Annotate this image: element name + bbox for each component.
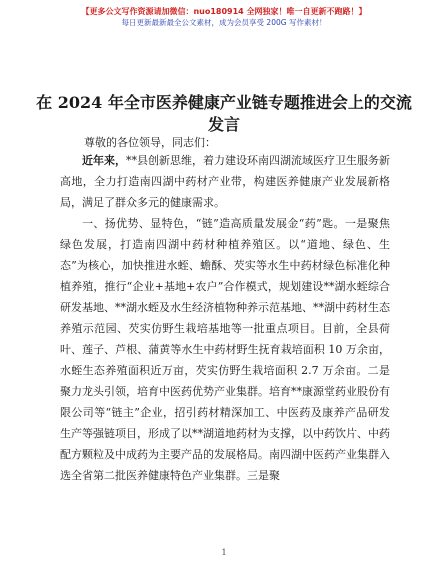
- paragraph-section-one: 一、扬优势、显特色，“链”造高质量发展金“药”匙。一是聚焦绿色发展，打造南四湖中药材种植养殖区。以“道地、绿色、生态”为核心，加快推进水蛭、蟾酥、芡实等水生中药材绿色标准化种植养殖，推行“企业+基地+农户”合作模式，规划建设**湖水蛭综合研发基地、**湖水蛭及水生经济植物种养示范基地、**湖中药材生态养殖示范园、芡实仿野生栽培基地等一批重点项目。目前，全县荷叶、莲子、芦根、蒲黄等水生中药材野生抚育栽培面积 10 万余亩，水蛭生态养殖面积近万亩，芡实仿野生栽培面积 2.7 万余亩。二是聚力龙头引领，培育中医药优势产业集群。培育**康源堂药业股份有限公司等“链主”企业，招引药材精深加工、中医药及康养产品研发生产等强链项目，形成了以**湖道地药材为支撑，以中药饮片、中药配方颗粒及中成药为主要产品的发展格局。南四湖中医药产业集群入选全省第二批医养健康特色产业集群。三是聚: [60, 217, 390, 482]
- page-number: 1: [221, 548, 227, 557]
- intro-text: **县创新思维，着力建设环南四湖流域医疗卫生服务新高地，全力打造南四湖中药材产业带，构建医养健康产业发展新格局，满足了群众多元的健康需求。: [60, 154, 390, 209]
- intro-lead: 近年来，: [82, 154, 126, 167]
- salutation: 尊敬的各位领导，同志们：: [84, 136, 216, 149]
- header-banner: [0, 6, 448, 28]
- banner-line-1: 【更多公文写作资源请加微信：nuo180914 全网独家！唯一自更新不跑路！】: [81, 7, 367, 16]
- banner-line-2: 每日更新最新最全公文素材，成为会员享受 200G 写作素材！: [121, 18, 327, 27]
- document-title: 在 2024 年全市医养健康产业链专题推进会上的交流发言: [36, 93, 412, 134]
- document-body: [60, 150, 390, 486]
- paragraph-intro: [60, 150, 390, 213]
